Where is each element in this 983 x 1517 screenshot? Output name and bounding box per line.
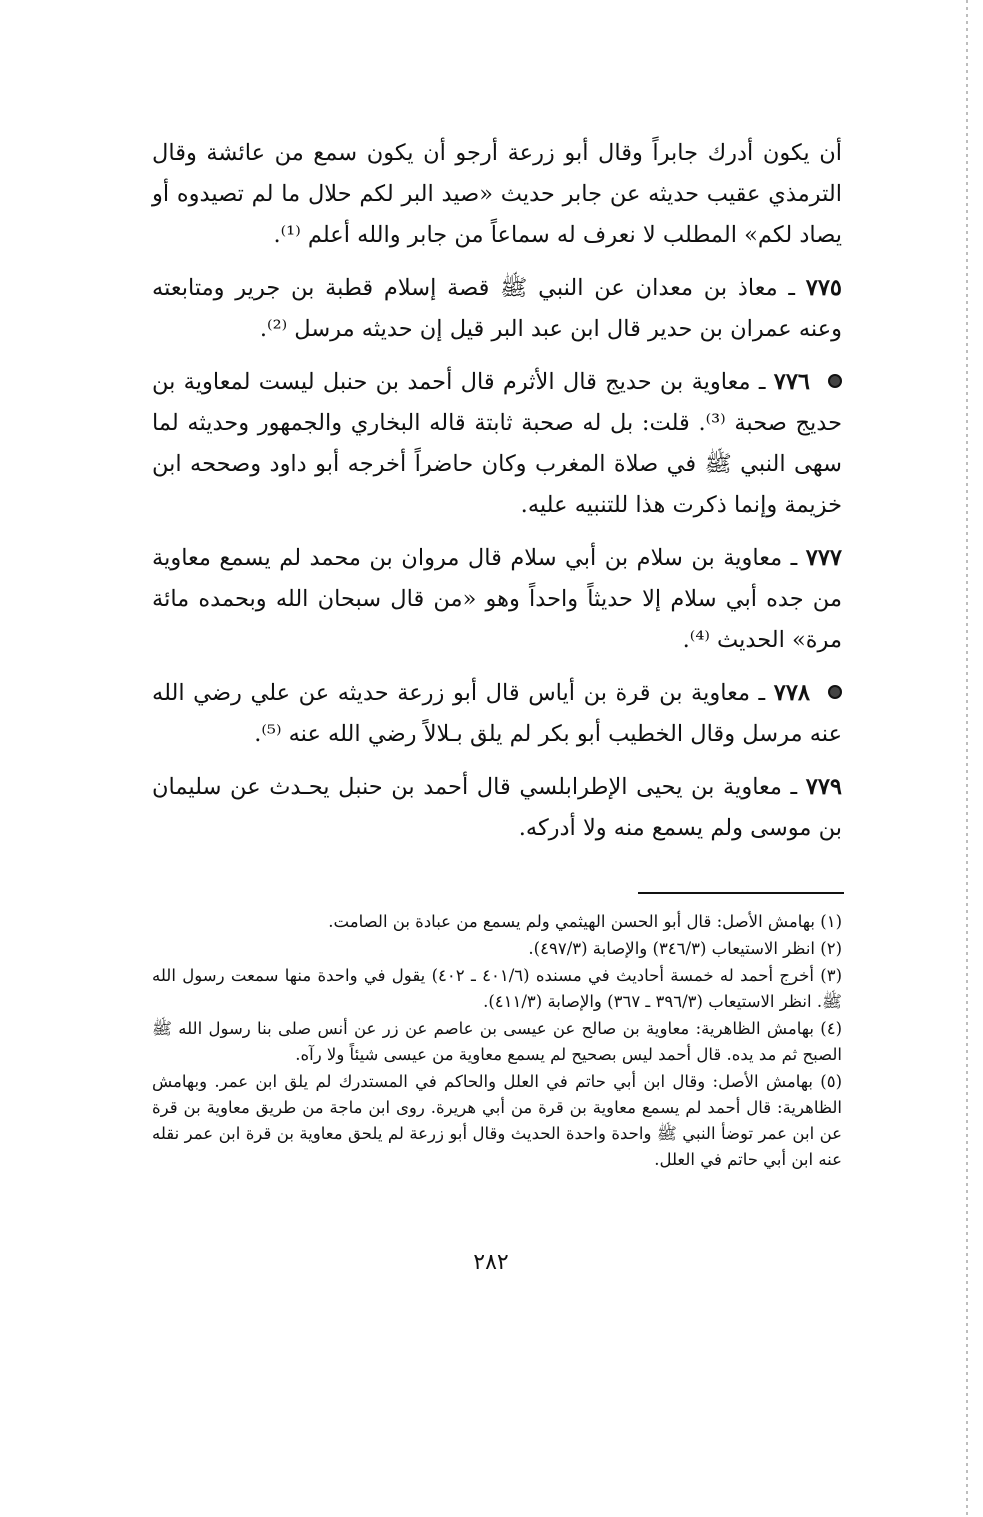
entry-number: ٧٧٧ (805, 545, 842, 571)
entry-775 (152, 268, 842, 350)
footnote-separator (638, 892, 844, 894)
entry-777 (152, 538, 842, 661)
paragraph-text: أن يكون أدرك جابراً وقال أبو زرعة أرجو أن يكون سمع من عائشة وقال الترمذي عقيب حديثه عن جابر حديث «صيد البر لكم حلال ما لم تصيدوه أو يصاد لكم» المطلب لا نعرف له سماعاً من جابر والله أعلم ⁽¹⁾. (152, 140, 842, 248)
footnote-3: (٣) أخرج أحمد له خمسة أحاديث في مسنده (٤٠١/٦ ـ ٤٠٢) يقول في واحدة منها سمعت رسول الله ﷺ. انظر الاستيعاب (٣٩٦/٣ ـ ٣٦٧) والإصابة (٤١١/٣). (152, 966, 842, 1011)
entry-text: ـ معاذ بن معدان عن النبي ﷺ قصة إسلام قطبة بن جرير ومتابعته وعنه عمران بن حدير قال ابن عبد البر قيل إن حديثه مرسل ⁽²⁾. (152, 275, 842, 342)
entry-text: ـ معاوية بن سلام بن أبي سلام قال مروان بن محمد لم يسمع معاوية من جده أبي سلام إلا حديثاً واحداً وهو «من قال سبحان الله وبحمده مائة مرة» الحديث ⁽⁴⁾. (152, 545, 842, 653)
footnote-5: (٥) بهامش الأصل: وقال ابن أبي حاتم في العلل والحاكم في المستدرك لم يلق ابن عمر. وبهامش الظاهرية: قال أحمد لم يسمع معاوية بن قرة من أبي هريرة. روى ابن ماجة من طريق معاوية بن قرة عن ابن عمر توضأ النبي ﷺ واحدة واحدة الحديث وقال أبو زرعة لم يلحق معاوية بن قرة ابن عمر نقله عنه ابن أبي حاتم في العلل. (152, 1072, 842, 1169)
entry-text: ـ معاوية بن قرة بن أياس قال أبو زرعة حديثه عن علي رضي الله عنه مرسل وقال الخطيب أبو بكر لم يلق بـلالاً رضي الله عنه ⁽⁵⁾. (152, 680, 842, 747)
footnotes (152, 909, 842, 1174)
paragraph-continuation (152, 133, 842, 256)
entry-number: ٧٧٦ (773, 369, 810, 395)
body-text (152, 133, 842, 861)
entry-778 (152, 673, 842, 755)
bullet-dot-icon (828, 685, 842, 699)
bullet-dot-icon (828, 374, 842, 388)
footnote-1: (١) بهامش الأصل: قال أبو الحسن الهيثمي ولم يسمع من عبادة بن الصامت. (328, 912, 842, 931)
entry-number: ٧٧٥ (805, 275, 842, 301)
entry-number: ٧٧٨ (773, 680, 810, 706)
scan-edge-mark (966, 0, 968, 1517)
entry-number: ٧٧٩ (805, 774, 842, 800)
entry-text: ـ معاوية بن حديج قال الأثرم قال أحمد بن حنبل ليست لمعاوية بن حديج صحبة ⁽³⁾. قلت: بل له صحبة ثابتة قاله البخاري والجمهور وحديثه لما سهى النبي ﷺ في صلاة المغرب وكان حاضراً أخرجه أبو داود وصححه ابن خزيمة وإنما ذكرت هذا للتنبيه عليه. (152, 369, 842, 518)
footnote-4: (٤) بهامش الظاهرية: معاوية بن صالح عن عيسى بن عاصم عن زر عن أنس صلى بنا رسول الله ﷺ الصبح ثم مد يده. قال أحمد ليس بصحيح لم يسمع معاوية من عيسى شيئاً ولا رآه. (152, 1019, 842, 1064)
entry-776 (152, 362, 842, 526)
entry-text: ـ معاوية بن يحيى الإطرابلسي قال أحمد بن حنبل يحـدث عن سليمان بن موسى ولم يسمع منه ولا أدركه. (152, 774, 842, 841)
page-number: ٢٨٢ (473, 1250, 509, 1275)
entry-779 (152, 767, 842, 849)
footnote-2: (٢) انظر الاستيعاب (٣٤٦/٣) والإصابة (٤٩٧/٣). (528, 939, 842, 958)
